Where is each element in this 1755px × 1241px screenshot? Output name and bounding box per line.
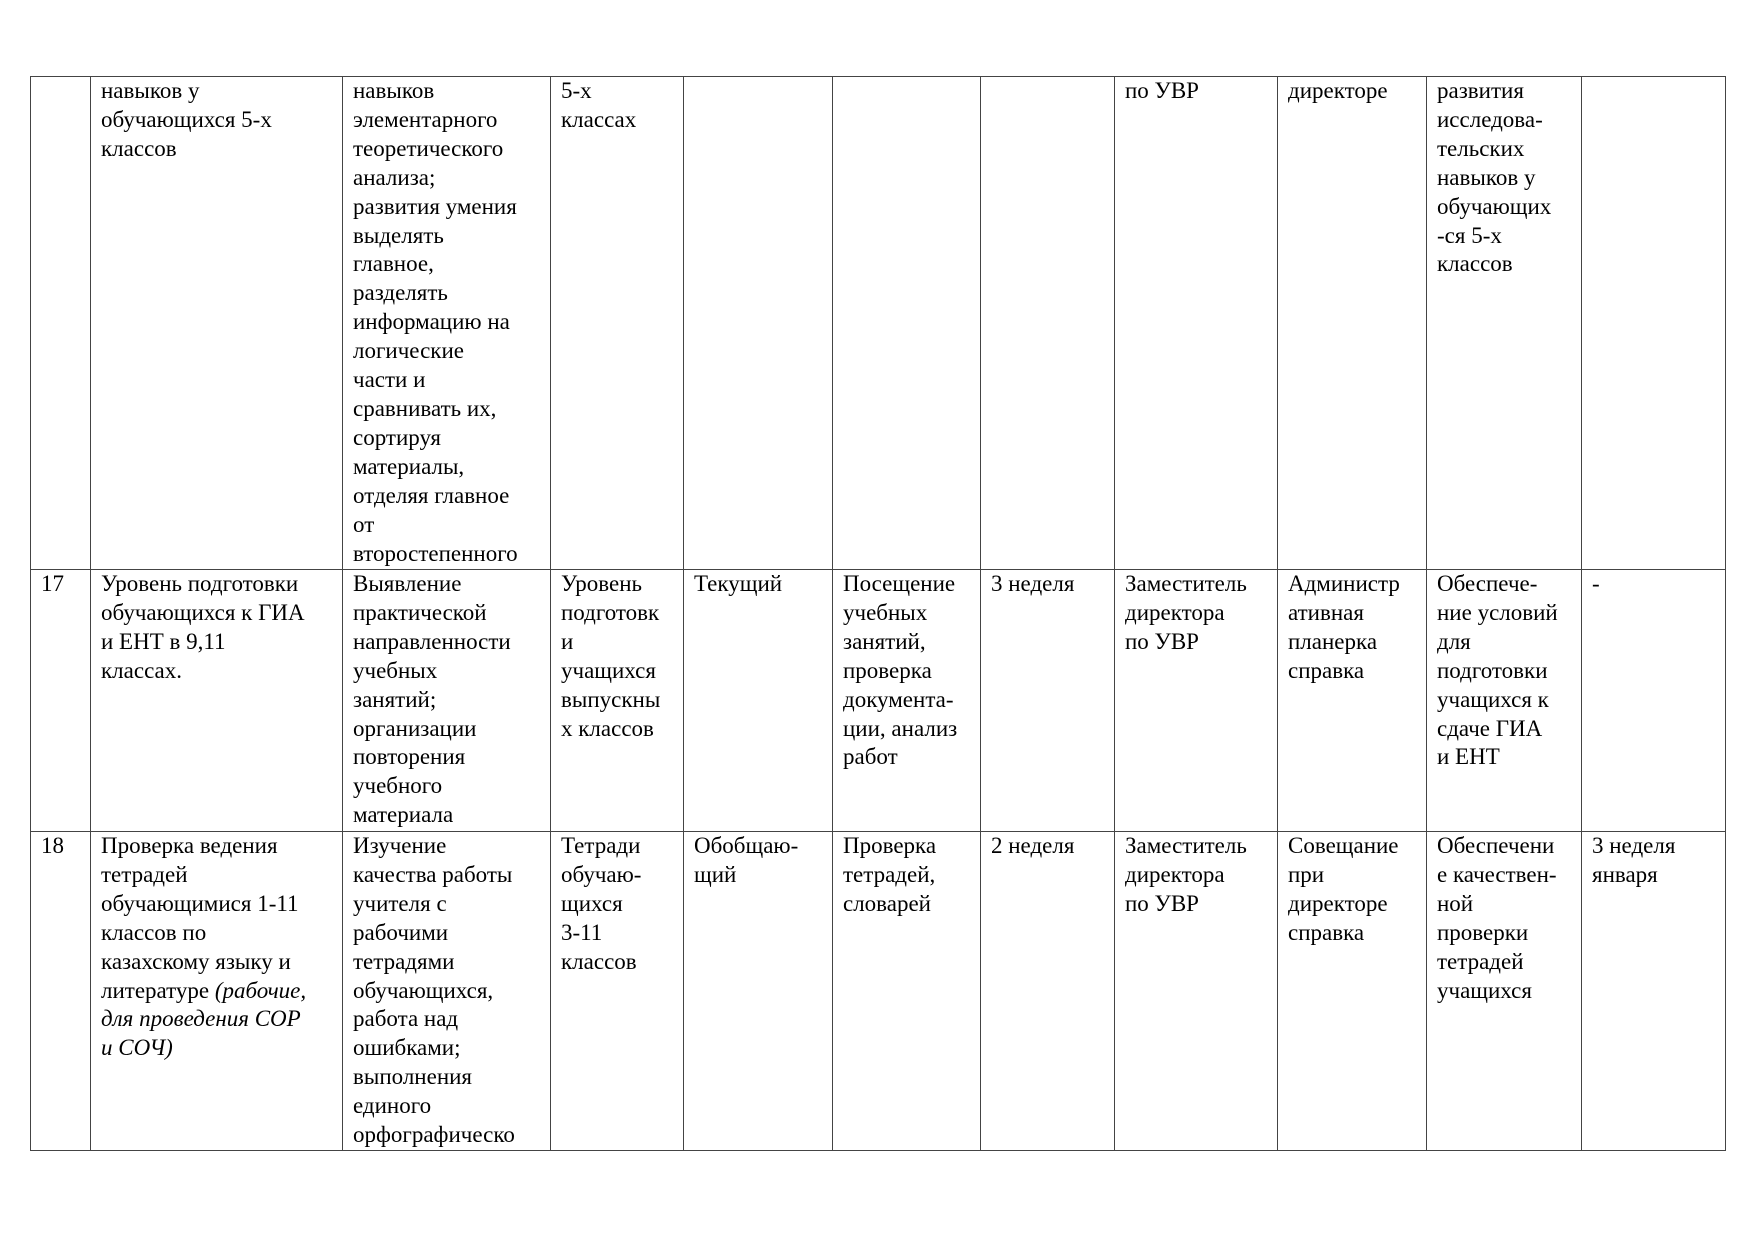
topic-cell: Уровень подготовки обучающихся к ГИА и ЕНТ в 9,11 классах.	[91, 570, 343, 832]
object-cell: 5-х классах	[551, 77, 684, 570]
review-place-cell: Администр ативная планерка справка	[1278, 570, 1427, 832]
term-cell: 2 неделя	[981, 832, 1115, 1151]
goal-cell: Выявление практической направленности учебных занятий; организации повторения учебного материала	[343, 570, 551, 832]
goal-cell: навыков элементарного теоретического анализа; развития умения выделять главное, разделять информацию на логические части и сравнивать их, сортируя материалы, отделяя главное от второстепенного	[343, 77, 551, 570]
term-cell	[981, 77, 1115, 570]
management-decision-cell: Обеспече- ние условий для подготовки учащихся к сдаче ГИА и ЕНТ	[1427, 570, 1582, 832]
table-row	[31, 570, 1726, 832]
management-decision-cell: развития исследова- тельских навыков у обучающих -ся 5-х классов	[1427, 77, 1582, 570]
method-cell: Посещение учебных занятий, проверка документа- ции, анализ работ	[833, 570, 981, 832]
responsible-cell: Заместитель директора по УВР	[1115, 832, 1278, 1151]
table-row	[31, 832, 1726, 1151]
control-type-cell	[684, 77, 833, 570]
method-cell	[833, 77, 981, 570]
management-decision-cell: Обеспечени е качествен- ной проверки тетрадей учащихся	[1427, 832, 1582, 1151]
topic-cell: навыков у обучающихся 5-х классов	[91, 77, 343, 570]
row-number-cell	[31, 77, 91, 570]
review-place-cell: Совещание при директоре справка	[1278, 832, 1427, 1151]
term-cell: 3 неделя	[981, 570, 1115, 832]
topic-text: Проверка ведения тетрадей обучающимися 1-11 классов по казахскому языку и литературе	[101, 833, 299, 1003]
repeat-control-cell: -	[1582, 570, 1726, 832]
control-type-cell: Текущий	[684, 570, 833, 832]
control-plan-table	[30, 76, 1726, 1151]
repeat-control-cell: 3 неделя января	[1582, 832, 1726, 1151]
table-row	[31, 77, 1726, 570]
topic-italic-note: (рабочие, для проведения СОР и СОЧ)	[101, 977, 307, 1061]
row-number-cell: 17	[31, 570, 91, 832]
responsible-cell: по УВР	[1115, 77, 1278, 570]
row-number-cell: 18	[31, 832, 91, 1151]
topic-cell	[91, 832, 343, 1151]
method-cell: Проверка тетрадей, словарей	[833, 832, 981, 1151]
object-cell: Уровень подготовк и учащихся выпускны х классов	[551, 570, 684, 832]
control-type-cell: Обобщаю- щий	[684, 832, 833, 1151]
responsible-cell: Заместитель директора по УВР	[1115, 570, 1278, 832]
goal-cell: Изучение качества работы учителя с рабочими тетрадями обучающихся, работа над ошибками; выполнения единого орфографическо	[343, 832, 551, 1151]
object-cell: Тетради обучаю- щихся 3-11 классов	[551, 832, 684, 1151]
review-place-cell: директоре	[1278, 77, 1427, 570]
repeat-control-cell	[1582, 77, 1726, 570]
